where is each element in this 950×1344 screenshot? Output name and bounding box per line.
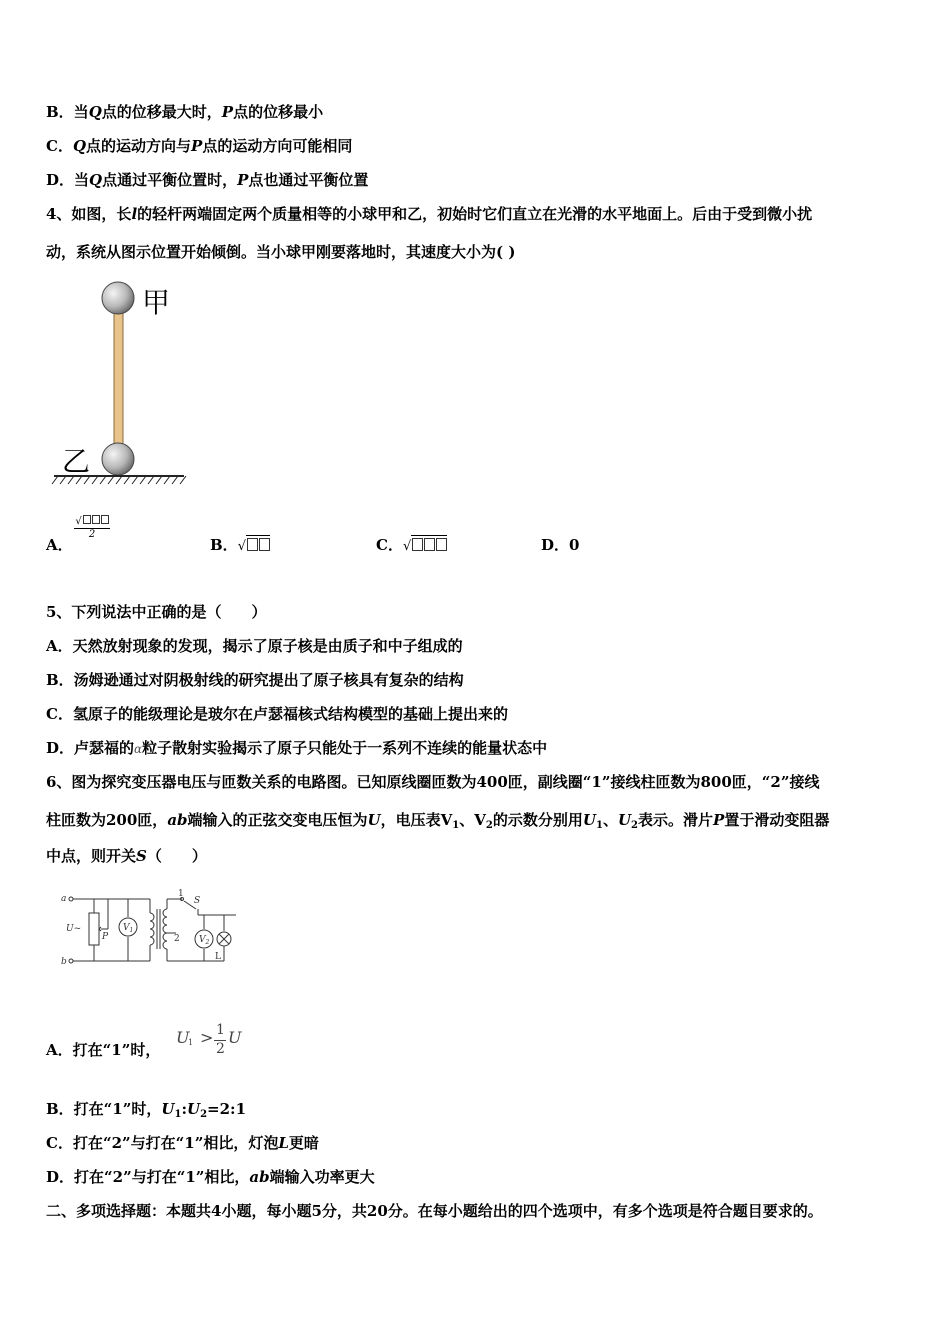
q5-stem: 5、下列说法中正确的是（ ）	[46, 603, 267, 621]
transformer-circuit	[58, 887, 242, 969]
terminal-a: a	[61, 894, 67, 904]
q6-stem-line2: 柱匝数为200匝，ab端输入的正弦交变电压恒为U，电压表$V_1$、$V_2$的示数分别用$U_1$、$U_2$表示。滑片P置于滑动变阻器	[46, 811, 830, 831]
terminal-b: b	[61, 957, 67, 967]
q3-option-c: C．Q点的运动方向与P点的运动方向可能相同	[46, 137, 353, 155]
q4-stem-line1: 4、如图，长l的轻杆两端固定两个质量相等的小球甲和乙，初始时它们直立在光滑的水平地面上。后由于受到微小扰	[46, 205, 813, 223]
lamp-l: L	[215, 952, 221, 962]
label-yi: 乙	[62, 445, 91, 478]
voltmeter-v2: $V_2$	[199, 935, 210, 946]
switch-s: S	[194, 896, 201, 906]
q4-option-b: B．√	[210, 535, 270, 557]
q6-option-a-formula: U 1 > 1 2 U	[176, 1022, 242, 1057]
light-rod	[114, 306, 123, 456]
ball-yi	[102, 443, 134, 475]
section-2-heading: 二、多项选择题：本题共4小题，每小题5分，共20分。在每小题给出的四个选项中，有多个选项是符合题目要求的。	[46, 1202, 823, 1220]
terminal-2: 2	[174, 934, 180, 944]
q5-option-c: C．氢原子的能级理论是玻尔在卢瑟福核式结构模型的基础上提出来的	[46, 705, 508, 723]
q6-option-c: C．打在“2”与打在“1”相比，灯泡L更暗	[46, 1134, 319, 1152]
q3-option-d: D．当Q点通过平衡位置时，P点也通过平衡位置	[46, 171, 369, 189]
q4-option-c: C．√	[376, 535, 447, 557]
q5-option-d: D．卢瑟福的α粒子散射实验揭示了原子只能处于一系列不连续的能量状态中	[46, 739, 548, 757]
ball-jia	[102, 282, 134, 314]
q6-stem-line1: 6、图为探究变压器电压与匝数关系的电路图。已知原线圈匝数为400匝，副线圈“1”接线柱匝数为800匝，“2”接线	[46, 773, 820, 791]
rod-diagram	[50, 278, 190, 490]
q6-option-a: A．打在“1”时，	[46, 1041, 161, 1059]
q6-stem-line3: 中点，则开关S（ ）	[46, 847, 207, 865]
q6-option-d: D．打在“2”与打在“1”相比，ab端输入功率更大	[46, 1168, 375, 1186]
q4-option-a-formula: √ 2	[74, 515, 110, 540]
q5-option-b: B．汤姆逊通过对阴极射线的研究提出了原子核具有复杂的结构	[46, 671, 464, 689]
q3-option-b: B．当Q点的位移最大时，P点的位移最小	[46, 103, 324, 121]
q6-option-b: B．打在“1”时，$U_1:U_2=2:1$	[46, 1100, 247, 1120]
label-p: P	[102, 932, 109, 942]
q4-option-a: A．	[46, 536, 73, 554]
terminal-1: 1	[178, 889, 184, 899]
label-u: U~	[66, 924, 82, 934]
label-jia: 甲	[142, 286, 171, 319]
q4-stem-line2: 动，系统从图示位置开始倾倒。当小球甲刚要落地时，其速度大小为( )	[46, 243, 516, 261]
voltmeter-v1: $V_1$	[123, 923, 134, 934]
q5-option-a: A．天然放射现象的发现，揭示了原子核是由质子和中子组成的	[46, 637, 463, 655]
q4-option-d: D．0	[541, 536, 580, 554]
